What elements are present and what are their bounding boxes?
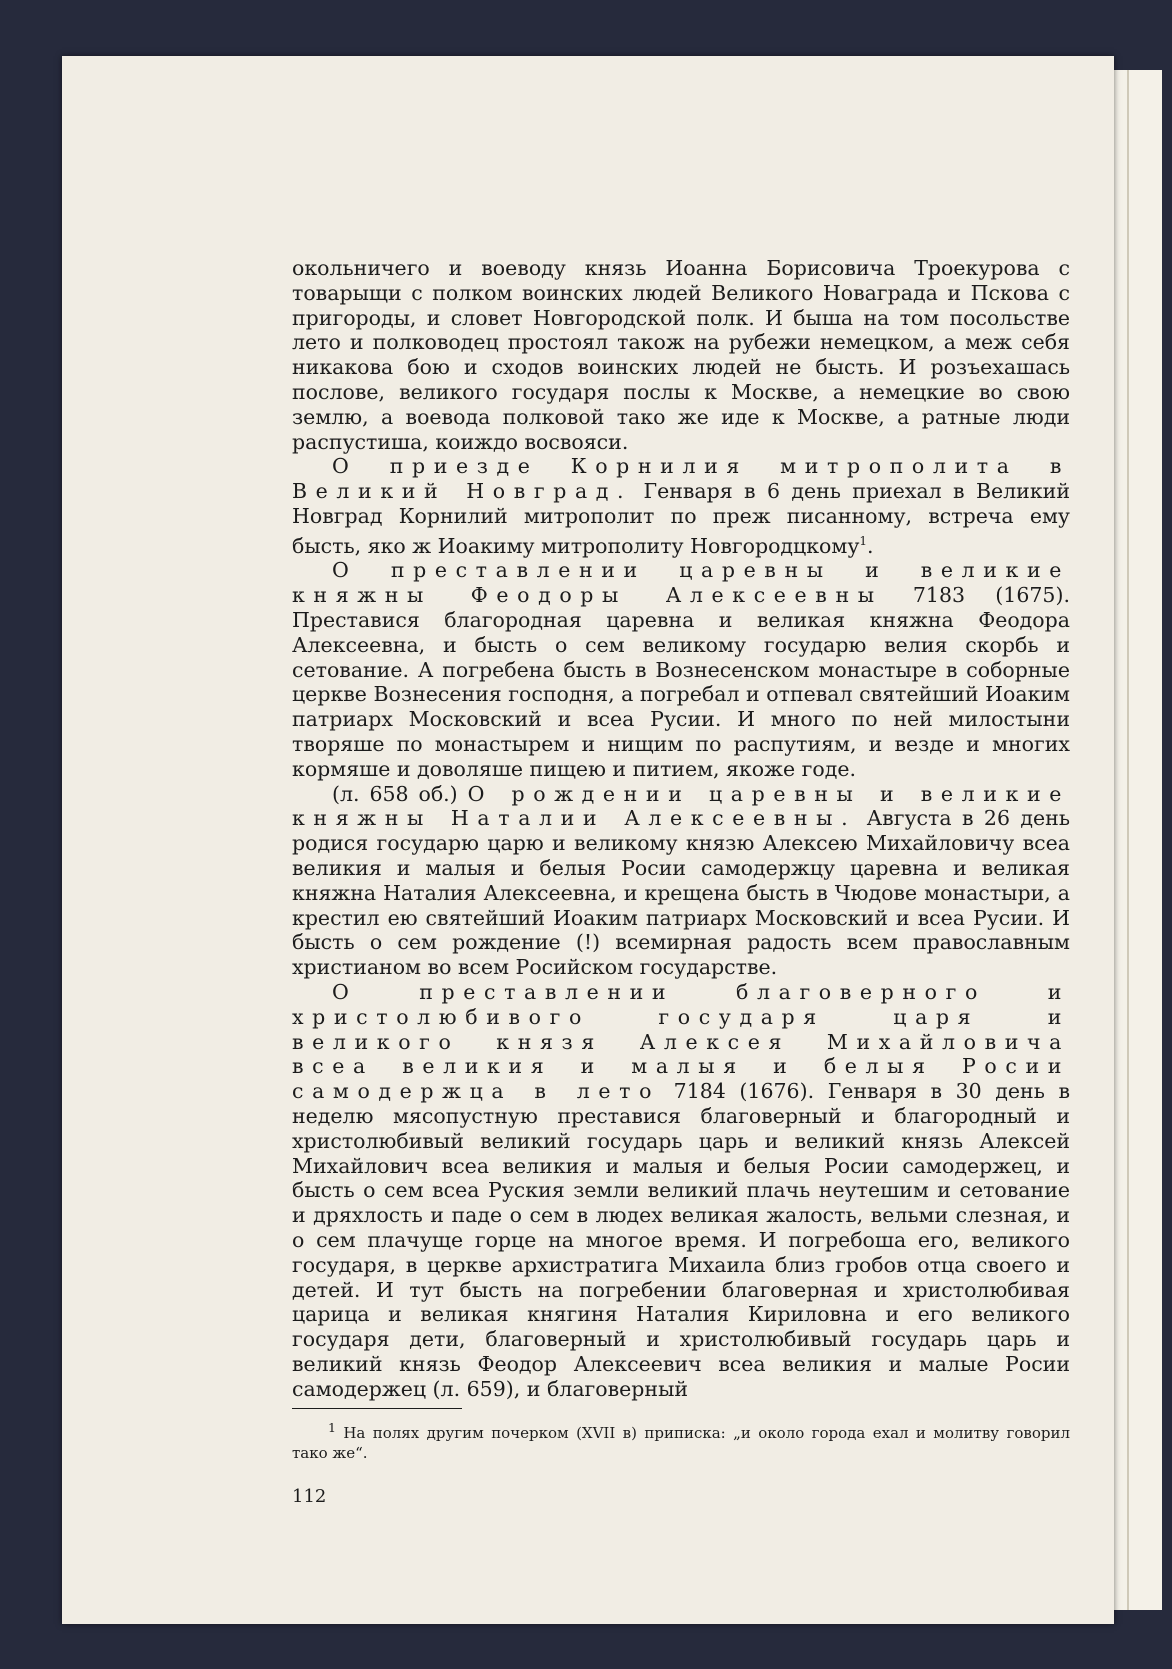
spaced-heading: О приезде Корнилия митрополита в Великий Новград. (292, 454, 1070, 504)
footnote-marker: 1 (328, 1420, 336, 1435)
footnote-ref: 1 (859, 533, 868, 548)
text-run: окольничего и воеводу князь Иоанна Борисовича Троекурова с товарыщи с полком воинских людей Великого Новаграда и Пскова с пригороды, и словет Новгородской полк. И быша на том посольстве лето и полководец простоял також на рубежи немецком, а меж себя никакова бою и сходов воинских людей не бысть. И розъехашась послове, великого государя послы к Москве, а немецкие во свою землю, а воевода полковой тако же иде к Москве, а ратные люди распустиша, коиждо восвояси. (292, 256, 1070, 454)
text-run: Августа в 26 день родися государю царю и великому князю Алексею Михайловичу всеа великия и малыя и белыя Росии самодержцу царевна и великая княжна Наталия Алексеевна, и крещена бысть в Чюдове монастыри, а крестил ею святейший Иоаким патриарх Московский и всеа Русии. И бысть о сем рождение (!) всемирная радость всем православным христианом во всем Росийском государстве. (292, 806, 1070, 980)
footnote (292, 1418, 1070, 1463)
paragraph (292, 782, 1070, 980)
spaced-heading: О преставлении благоверного и христолюбивого государя царя и великого князя Алексея Михайловича всеа великия и малыя и белыя Росии самодержца в лето (292, 979, 1070, 1104)
spaced-heading: О преставлении царевны и великие княжны Феодоры Алексеевны (292, 558, 1070, 608)
text-run: 7184 (1676). Генваря в 30 день в неделю мясопустную преставися благоверный и благородный и христолюбивый великий государь царь и великий князь Алексей Михайлович всеа великия и малыя и белыя Росии самодержец, и бысть о сем всеа Руския земли великий плачь неутешим и сетование и дряхлость и паде о сем в людех великая жалость, вельми слезная, и о сем плачуще горце на многое время. И погребоша его, великого государя, в церкве архистратига Михаила близ гробов отца своего и детей. И тут бысть на погребении благоверная и христолюбивая царица и великая княгиня Наталия Кириловна и его великого государя дети, благоверный и христолюбивый государь царь и великий князь Феодор Алексеевич всеа великия и малые Росии самодержец (л. 659), и благоверный (292, 1079, 1070, 1401)
paragraph (292, 454, 1070, 558)
book-page (62, 56, 1114, 1624)
footnote-divider (292, 1408, 462, 1409)
paragraph (292, 558, 1070, 781)
footnote-text: На полях другим почерком (XVII в) приписка: „и около города ехал и молитву говорил тако же“. (292, 1424, 1070, 1462)
paragraph (292, 256, 1070, 454)
next-page-edge (1110, 70, 1162, 1610)
paragraph (292, 980, 1070, 1402)
text-run: (л. 658 об.) (332, 781, 468, 806)
text-run: 7183 (1675). Преставися благородная царевна и великая княжна Феодора Алексеевна, и бысть о сем великому государю велия скорбь и сетование. А погребена бысть в Вознесенском монастыре в соборные церкве Вознесения господня, а погребал и отпевал святейший Иоаким патриарх Московский и всеа Русии. И много по ней милостыни творяше по монастырем и нищим по распутиям, и везде и многих кормяше и доволяше пищею и питием, якоже годе. (292, 583, 1070, 781)
chronicle-text (292, 256, 1070, 1401)
text-run: . (867, 533, 874, 558)
text-run: Генваря в 6 день приехал в Великий Новград Корнилий митрополит по преж писанному, встреча ему бысть, яко ж Иоакиму митрополиту Новгородцкому (292, 479, 1070, 558)
spaced-heading: О рождении царевны и великие княжны Наталии Алексеевны. (292, 781, 1070, 831)
page-number: 112 (292, 1486, 327, 1507)
